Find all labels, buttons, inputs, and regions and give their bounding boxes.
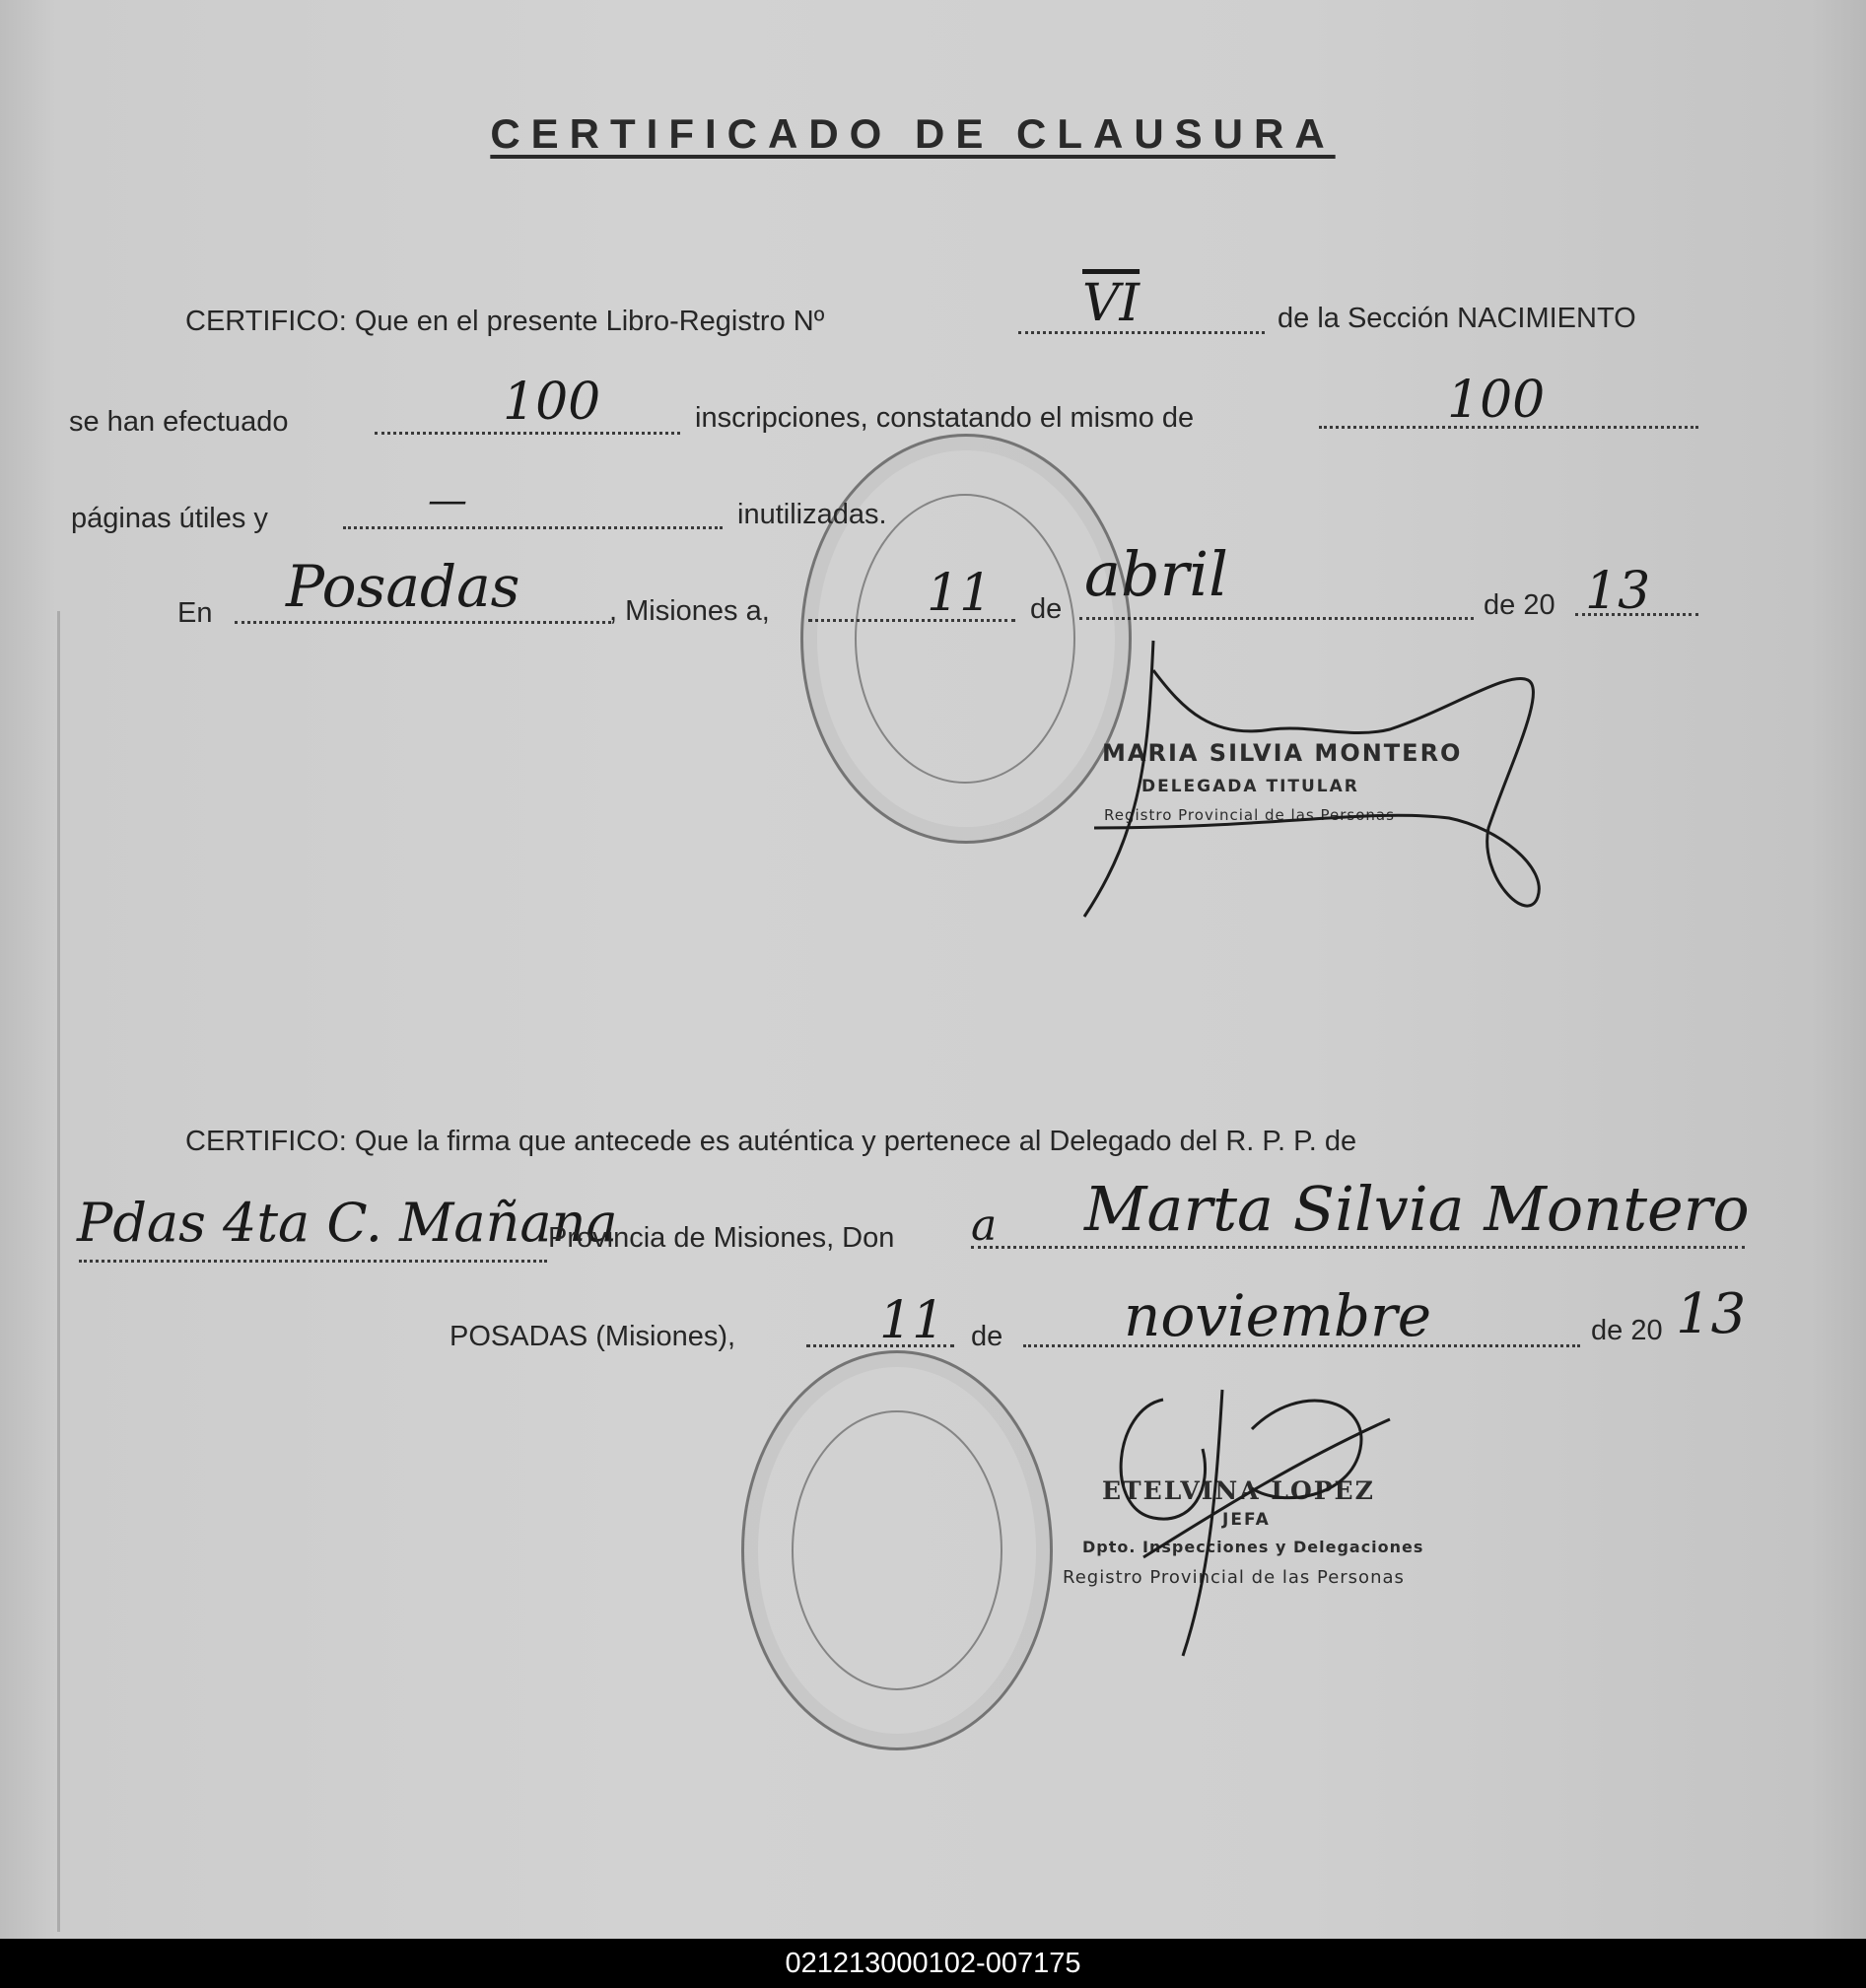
s1-day-handwritten: 11 — [927, 564, 993, 623]
s1-line3-dots — [343, 526, 723, 529]
page-fold-shadow — [57, 611, 60, 1932]
stamp1-name: MARIA SILVIA MONTERO — [1102, 739, 1463, 767]
document-id-footer: 021213000102-007175 — [0, 1939, 1866, 1988]
s2-dona-suffix-handwritten: a — [971, 1200, 998, 1251]
s1-line4-dots-month — [1079, 617, 1474, 620]
stamp1-role: DELEGADA TITULAR — [1141, 777, 1359, 796]
s1-month-handwritten: abril — [1084, 538, 1228, 610]
s1-line3-suffix: inutilizadas. — [737, 499, 887, 530]
s2-line2-provincia: Provincia de Misiones, Don — [548, 1222, 895, 1254]
s1-line2-prefix: se han efectuado — [69, 406, 289, 438]
s1-line4-en: En — [177, 597, 213, 629]
certificate-title: CERTIFICADO DE CLAUSURA — [490, 110, 1336, 157]
s1-inscriptions-handwritten: 100 — [503, 373, 601, 432]
s2-day-handwritten: 11 — [879, 1291, 945, 1350]
signature-2 — [1104, 1370, 1400, 1666]
s2-line3-posadas: POSADAS (Misiones), — [449, 1321, 736, 1352]
s1-line4-dots-place — [235, 621, 611, 624]
stamp2-office: Registro Provincial de las Personas — [1063, 1567, 1405, 1588]
s1-year-handwritten: 13 — [1585, 562, 1651, 621]
s1-line4-misiones: , Misiones a, — [609, 595, 770, 627]
s2-year-handwritten: 13 — [1676, 1282, 1747, 1346]
s1-unused-pages-handwritten: — — [428, 478, 467, 523]
s1-line1-suffix: de la Sección NACIMIENTO — [1278, 303, 1636, 334]
s2-delegation-handwritten: Pdas 4ta C. Mañana — [77, 1192, 618, 1254]
s2-line3-de: de — [971, 1321, 1003, 1352]
s2-line2-dots-name — [971, 1246, 1745, 1249]
s1-line1-prefix: CERTIFICO: Que en el presente Libro-Registro Nº — [185, 306, 825, 337]
s1-place-handwritten: Posadas — [286, 553, 520, 620]
s1-line2-middle: inscripciones, constatando el mismo de — [695, 402, 1195, 434]
s1-pages-handwritten: 100 — [1447, 371, 1546, 430]
stamp2-name: ETELVINA LOPEZ — [1102, 1476, 1375, 1505]
s2-month-handwritten: noviembre — [1124, 1282, 1432, 1349]
official-seal-2 — [741, 1350, 1053, 1750]
s1-line2-dots1 — [375, 432, 680, 435]
stamp1-office: Registro Provincial de las Personas — [1104, 806, 1395, 824]
signature-1 — [1074, 631, 1548, 926]
s1-line3-prefix: páginas útiles y — [71, 503, 268, 534]
s1-line4-de: de — [1030, 593, 1063, 625]
stamp2-role: JEFA — [1222, 1510, 1271, 1530]
s2-delegate-name-handwritten: Marta Silvia Montero — [1084, 1173, 1750, 1245]
s1-book-number-handwritten: $\overline{VI}$ — [1082, 274, 1140, 333]
s1-line1-dots — [1018, 331, 1265, 334]
s2-line2-dots-place — [79, 1260, 547, 1263]
s1-line4-year-prefix: de 20 — [1484, 589, 1555, 621]
s2-line3-year-prefix: de 20 — [1591, 1315, 1663, 1346]
stamp2-department: Dpto. Inspecciones y Delegaciones — [1082, 1538, 1424, 1556]
s2-line1: CERTIFICO: Que la firma que antecede es auténtica y pertenece al Delegado del R. P. P. de — [185, 1126, 1357, 1157]
